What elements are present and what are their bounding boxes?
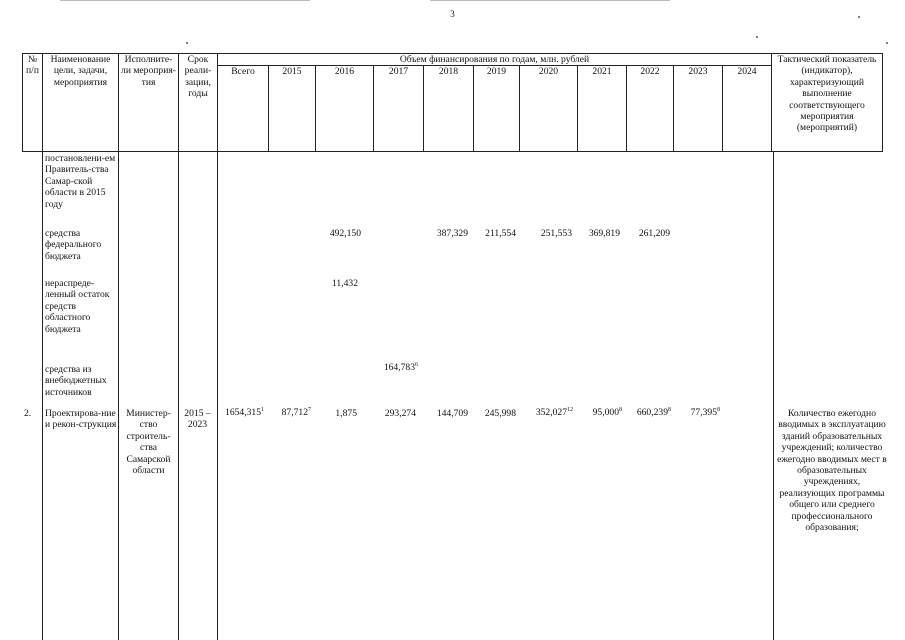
header-year-2015: 2015 xyxy=(269,66,316,152)
header-total: Всего xyxy=(218,66,269,152)
header-year-2024: 2024 xyxy=(723,66,772,152)
cell-item2-total: 1654,315$^1$ xyxy=(225,406,264,418)
row-label-undistributed: нераспреде-ленный остаток средств областного бюджета xyxy=(45,278,110,335)
header-year-2022: 2022 xyxy=(627,66,674,152)
cell-item2-2019: 245,998 xyxy=(484,408,516,419)
continued-text: постановлени-ем Правитель-ства Самар-ской области в 2015 году xyxy=(45,153,116,210)
header-indicator: Тактический показатель (индикатор), характеризующий выполнение соответствующего мероприятия (мероприятий) xyxy=(772,54,883,152)
item2-term: 2015 – 2023 xyxy=(184,408,211,431)
cell-federal-2020: 251,553 xyxy=(540,228,572,239)
cell-item2-2020: 352,027$^{12}$ xyxy=(535,406,573,418)
item2-executor: Министер-ство строитель-ства Самарской области xyxy=(126,408,171,477)
header-year-2023: 2023 xyxy=(674,66,723,152)
cell-federal-2016: 492,150 xyxy=(329,228,361,239)
cell-item2-2021: 95,000$^8$ xyxy=(592,406,622,418)
cell-item2-2018: 144,709 xyxy=(436,408,468,419)
cell-federal-2022: 261,209 xyxy=(638,228,670,239)
cell-federal-2021: 369,819 xyxy=(588,228,620,239)
cell-undistributed-2016: 11,432 xyxy=(331,278,358,289)
header-funding: Объем финансирования по годам, млн. рублей xyxy=(218,54,772,66)
item2-name: Проектирова-ние и рекон-струкция xyxy=(45,408,117,431)
cell-item2-2016: 1,875 xyxy=(335,408,357,419)
header-year-2020: 2020 xyxy=(520,66,578,152)
item2-indicator: Количество ежегодно вводимых в эксплуатацию зданий образовательных учреждений; количество ежегодно вводимых мест в образовательных учреждениях, реализующих программы общего или среднего профессионального образования; xyxy=(777,408,887,534)
header-year-2017: 2017 xyxy=(374,66,424,152)
cell-item2-2017: 293,274 xyxy=(384,408,416,419)
cell-item2-2023: 77,395$^8$ xyxy=(690,406,720,418)
header-name: Наименование цели, задачи, мероприятия xyxy=(43,54,119,152)
header-year-2019: 2019 xyxy=(474,66,520,152)
row-label-extrabudget: средства из внебюджетных источников xyxy=(45,364,107,398)
header-year-2021: 2021 xyxy=(578,66,627,152)
cell-item2-2022: 660,239$^8$ xyxy=(636,406,671,418)
header-year-2018: 2018 xyxy=(424,66,474,152)
header-term: Срок реали-зации, годы xyxy=(179,54,218,152)
header-executor: Исполните-ли мероприя-тия xyxy=(119,54,179,152)
row-label-federal: средства федерального бюджета xyxy=(45,228,102,262)
item2-number: 2. xyxy=(24,408,32,419)
header-year-2016: 2016 xyxy=(316,66,374,152)
header-no: № п/п xyxy=(23,54,43,152)
cell-item2-2015: 87,712$^7$ xyxy=(281,406,311,418)
cell-federal-2018: 387,329 xyxy=(436,228,468,239)
cell-extrabudget-2017: 164,783$^6$ xyxy=(383,361,418,373)
cell-federal-2019: 211,554 xyxy=(485,228,516,239)
funding-table-header xyxy=(22,53,883,152)
page-number: 3 xyxy=(450,9,455,19)
